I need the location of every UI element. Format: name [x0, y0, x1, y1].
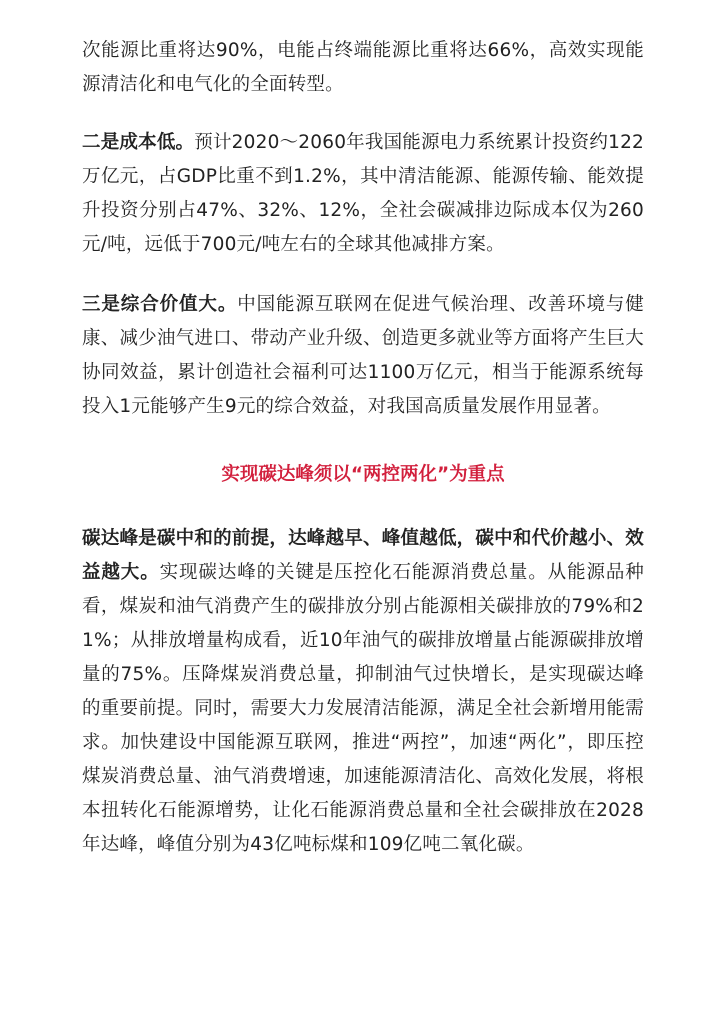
paragraph-continuation	[82, 34, 644, 102]
paragraph-lead: 三是综合价值大。	[82, 294, 238, 315]
article-body	[82, 34, 644, 862]
paragraph-low-cost	[82, 126, 644, 262]
paragraph-high-value	[82, 288, 644, 424]
section-heading: 实现碳达峰须以“两控两化”为重点	[221, 464, 505, 485]
paragraph-lead: 二是成本低。	[82, 132, 195, 153]
paragraph-lead: 碳达峰是碳中和的前提，达峰越早、峰值越低，碳中和代价越小、效益越大。	[82, 528, 644, 583]
paragraph-body: 实现碳达峰的关键是压控化石能源消费总量。从能源品种看，煤炭和油气消费产生的碳排放分别占能源相关碳排放的79%和21%；从排放增量构成看，近10年油气的碳排放增量占能源碳排放增量的75%。压降煤炭消费总量，抑制油气过快增长，是实现碳达峰的重要前提。同时，需要大力发展清洁能源，满足全社会新增用能需求。加快建设中国能源互联网，推进“两控”，加速“两化”，即压控煤炭消费总量、油气消费增速，加速能源清洁化、高效化发展，将根本扭转化石能源增势，让化石能源消费总量和全社会碳排放在2028年达峰，峰值分别为43亿吨标煤和109亿吨二氧化碳。	[82, 562, 644, 855]
paragraph-body: 次能源比重将达90%，电能占终端能源比重将达66%，高效实现能源清洁化和电气化的全面转型。	[82, 40, 644, 95]
paragraph-carbon-peak	[82, 522, 644, 862]
paragraph-body: 中国能源互联网在促进气候治理、改善环境与健康、减少油气进口、带动产业升级、创造更多就业等方面将产生巨大协同效益，累计创造社会福利可达1100万亿元，相当于能源系统每投入1元能够产生9元的综合效益，对我国高质量发展作用显著。	[82, 294, 644, 417]
paragraph-body: 预计2020～2060年我国能源电力系统累计投资约122万亿元，占GDP比重不到1.2%，其中清洁能源、能源传输、能效提升投资分别占47%、32%、12%，全社会碳减排边际成本仅为260元/吨，远低于700元/吨左右的全球其他减排方案。	[82, 132, 645, 255]
